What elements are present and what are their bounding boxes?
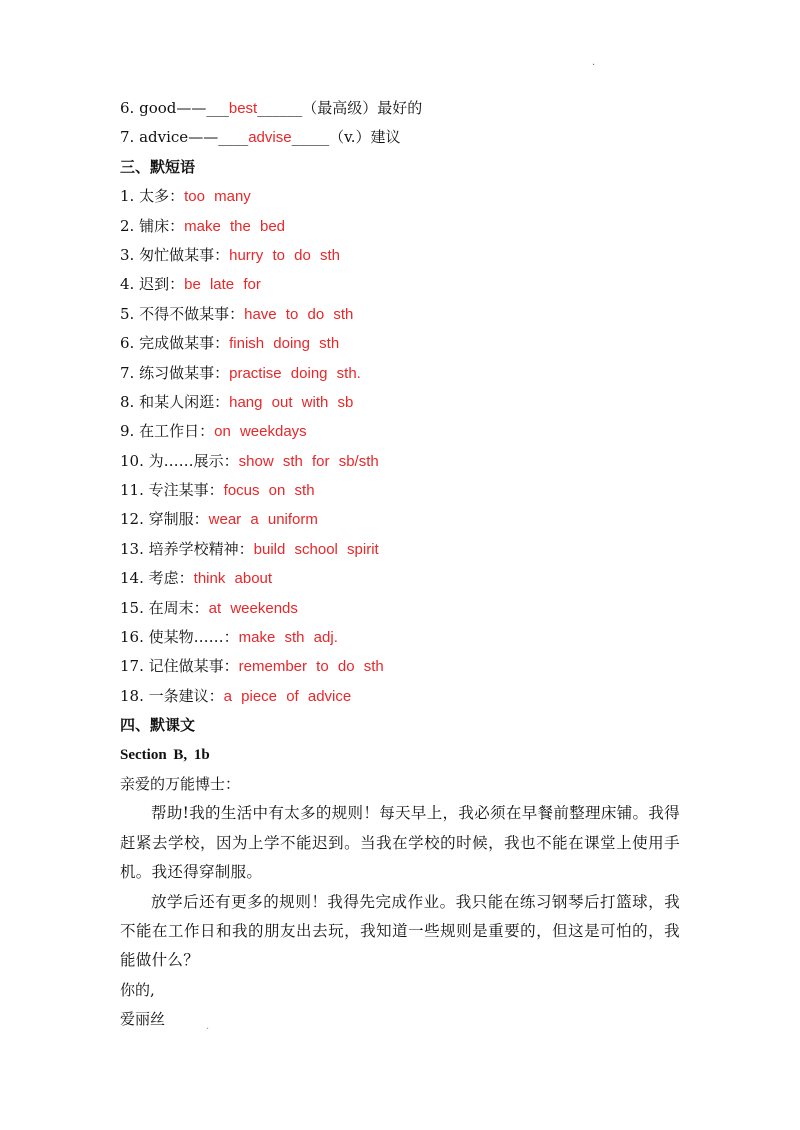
phrase-item <box>120 388 680 417</box>
vocab-note: （最高级）最好的 <box>302 99 423 117</box>
phrase-chinese: 考虑： <box>148 569 194 588</box>
phrase-number: 11. <box>120 481 144 500</box>
vocab-item <box>120 94 680 123</box>
phrase-chinese: 太多： <box>139 187 185 206</box>
phrase-chinese: 穿制服： <box>148 510 209 529</box>
phrase-english: remember to do sth <box>238 658 384 676</box>
phrase-english: a piece of advice <box>223 687 352 705</box>
phrase-english: focus on sth <box>223 482 315 500</box>
phrase-item <box>120 270 680 299</box>
phrase-number: 10. <box>120 451 144 470</box>
phrase-number: 16. <box>120 628 144 647</box>
vocab-word: advice <box>139 128 189 147</box>
blank-suffix: ______ <box>257 99 303 117</box>
letter-paragraph-2: 放学后还有更多的规则！我得先完成作业。我只能在练习钢琴后打篮球，我不能在工作日和我的朋友出去玩，我知道一些规则是重要的，但这是可怕的，我能做什么？ <box>120 892 680 970</box>
phrase-item <box>120 417 680 446</box>
blank-suffix: _____ <box>291 128 330 147</box>
phrase-item <box>120 359 680 388</box>
phrase-english: make sth adj. <box>238 629 338 647</box>
blank-prefix: ___ <box>206 99 229 117</box>
phrase-number: 15. <box>120 598 144 617</box>
phrase-number: 14. <box>120 569 144 588</box>
phrase-number: 6. <box>120 334 135 353</box>
phrase-english: hurry to do sth <box>229 246 340 264</box>
vocab-number: 6. <box>120 99 135 117</box>
phrase-chinese: 迟到： <box>139 275 185 294</box>
phrase-chinese: 记住做某事： <box>148 657 239 676</box>
phrase-chinese: 铺床： <box>139 216 185 235</box>
phrase-item <box>120 564 680 593</box>
phrase-english: have to do sth <box>244 305 354 323</box>
phrase-chinese: 完成做某事： <box>139 334 230 353</box>
page-mark-top: · <box>592 60 596 71</box>
letter-closing: 你的, <box>120 980 155 999</box>
letter-paragraph-1: 帮助!我的生活中有太多的规则！每天早上，我必须在早餐前整理床铺。我得赶紧去学校，因为上学不能迟到。当我在学校的时候，我也不能在课堂上使用手机。我还得穿制服。 <box>120 804 680 882</box>
phrase-number: 18. <box>120 686 144 705</box>
phrase-item <box>120 652 680 681</box>
phrase-english: practise doing sth. <box>229 364 361 382</box>
phrase-number: 3. <box>120 245 135 264</box>
phrase-item <box>120 447 680 476</box>
phrase-english: think about <box>193 570 273 588</box>
letter-signature: 爱丽丝 <box>120 1010 166 1029</box>
page-mark-bottom: · <box>206 1024 210 1035</box>
phrase-english: too many <box>184 188 251 206</box>
phrase-number: 9. <box>120 422 135 441</box>
phrase-item <box>120 476 680 505</box>
vocab-number: 7. <box>120 128 135 147</box>
phrase-english: show sth for sb/sth <box>238 452 379 470</box>
phrase-item <box>120 241 680 270</box>
phrase-chinese: 一条建议： <box>148 686 224 705</box>
vocab-answer: advise <box>248 129 292 147</box>
phrase-chinese: 为……展示： <box>148 451 239 470</box>
phrase-item <box>120 682 680 711</box>
phrase-list <box>120 182 680 711</box>
phrase-english: make the bed <box>184 217 286 235</box>
blank-prefix: ____ <box>218 128 249 147</box>
vocab-item <box>120 123 680 152</box>
phrase-item <box>120 535 680 564</box>
section-label: Section B, 1b <box>120 746 210 763</box>
phrase-item <box>120 623 680 652</box>
phrase-number: 12. <box>120 510 144 529</box>
vocab-answer: best <box>228 100 258 117</box>
phrase-number: 7. <box>120 363 135 382</box>
phrase-chinese: 在周末： <box>148 598 209 617</box>
vocab-note: （v.）建议 <box>329 128 401 147</box>
phrase-chinese: 练习做某事： <box>139 363 230 382</box>
section-heading-phrases: 三、默短语 <box>120 157 196 176</box>
phrase-english: hang out with sb <box>229 393 354 411</box>
phrase-item <box>120 594 680 623</box>
phrase-english: wear a uniform <box>208 511 318 529</box>
vocab-dash: —— <box>176 99 207 117</box>
phrase-chinese: 匆忙做某事： <box>139 245 230 264</box>
document-body <box>120 94 680 1035</box>
phrase-number: 1. <box>120 187 135 206</box>
phrase-number: 5. <box>120 304 135 323</box>
phrase-chinese: 在工作日： <box>139 422 215 441</box>
phrase-english: build school spirit <box>253 540 379 558</box>
phrase-english: on weekdays <box>214 423 307 441</box>
phrase-number: 8. <box>120 392 135 411</box>
phrase-english: at weekends <box>208 599 298 617</box>
phrase-chinese: 不得不做某事： <box>139 304 245 323</box>
phrase-item <box>120 182 680 211</box>
phrase-number: 4. <box>120 275 135 294</box>
phrase-chinese: 专注某事： <box>148 481 224 500</box>
phrase-english: finish doing sth <box>229 335 340 353</box>
phrase-chinese: 使某物……： <box>148 628 239 647</box>
vocab-word: good <box>139 99 177 117</box>
phrase-chinese: 培养学校精神： <box>148 539 254 558</box>
vocab-dash: —— <box>188 128 219 147</box>
phrase-item <box>120 212 680 241</box>
phrase-item <box>120 300 680 329</box>
phrase-number: 17. <box>120 657 144 676</box>
section-heading-text: 四、默课文 <box>120 716 196 735</box>
letter-greeting: 亲爱的万能博士： <box>120 774 241 793</box>
phrase-english: be late for <box>184 276 261 294</box>
phrase-chinese: 和某人闲逛： <box>139 392 230 411</box>
phrase-item <box>120 329 680 358</box>
phrase-number: 2. <box>120 216 135 235</box>
phrase-number: 13. <box>120 539 144 558</box>
phrase-item <box>120 505 680 534</box>
